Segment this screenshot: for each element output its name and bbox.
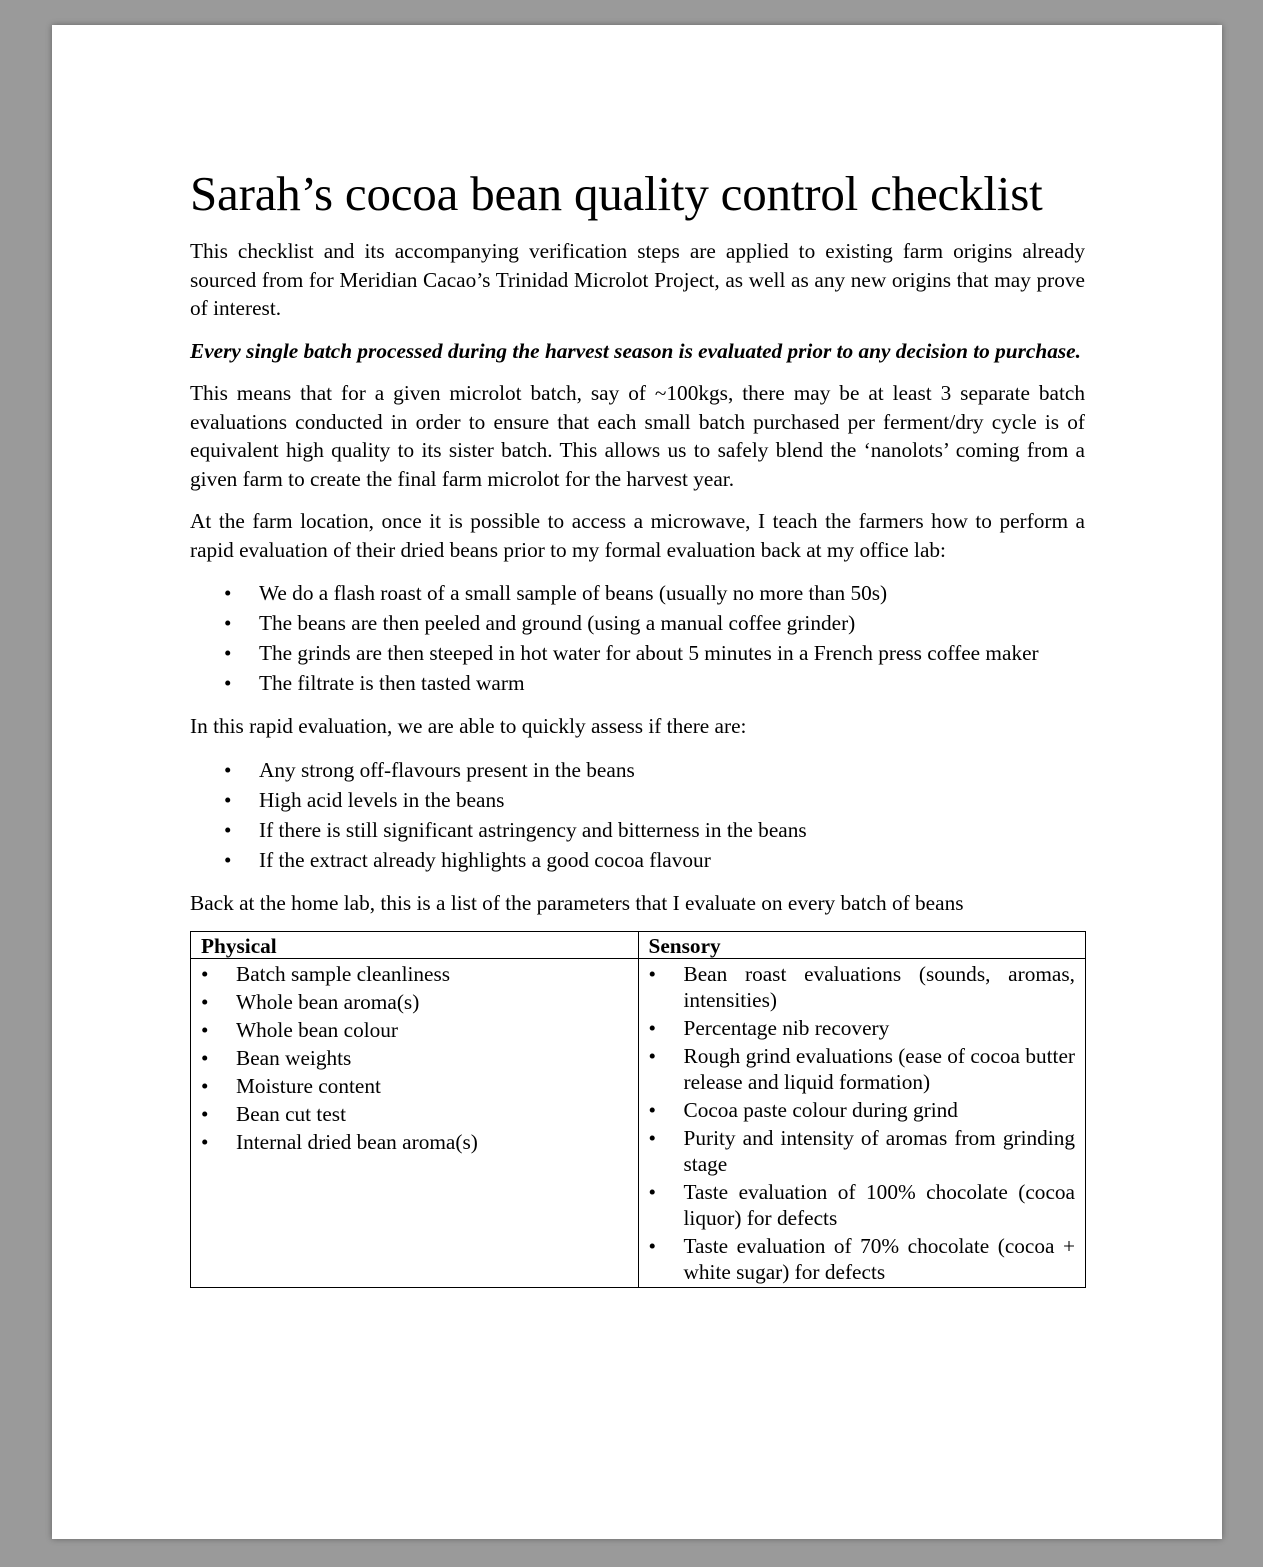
physical-cell bbox=[191, 959, 639, 1288]
list-item: • Batch sample cleanliness bbox=[201, 961, 628, 987]
list-item: • The filtrate is then tasted warm bbox=[190, 668, 1085, 698]
assess-list bbox=[190, 755, 1085, 875]
list-item: • Taste evaluation of 100% chocolate (cocoa liquor) for defects bbox=[649, 1179, 1076, 1231]
list-item: • Bean roast evaluations (sounds, aromas, intensities) bbox=[649, 961, 1076, 1013]
list-item: • The beans are then peeled and ground (using a manual coffee grinder) bbox=[190, 608, 1085, 638]
physical-header: Physical bbox=[191, 932, 639, 959]
farm-paragraph: At the farm location, once it is possible to access a microwave, I teach the farmers how to perform a rapid evaluation of their dried beans prior to my formal evaluation back at my office lab: bbox=[190, 509, 1085, 562]
table-row bbox=[191, 959, 1086, 1288]
physical-list bbox=[201, 961, 628, 1155]
batches-paragraph: This means that for a given microlot batch, say of ~100kgs, there may be at least 3 separate batch evaluations conducted in order to ensure that each small batch purchased per ferment/dry cycle is of equivalent high quality to its sister batch. This allows us to safely blend the ‘nanolots’ coming from a given farm to create the final farm microlot for the harvest year. bbox=[190, 381, 1085, 491]
list-item: • We do a flash roast of a small sample of beans (usually no more than 50s) bbox=[190, 578, 1085, 608]
list-item: • The grinds are then steeped in hot water for about 5 minutes in a French press coffee maker bbox=[190, 638, 1085, 668]
assess-paragraph: In this rapid evaluation, we are able to quickly assess if there are: bbox=[190, 714, 747, 738]
list-item: • Moisture content bbox=[201, 1073, 628, 1099]
list-item: • Whole bean aroma(s) bbox=[201, 989, 628, 1015]
list-item: • High acid levels in the beans bbox=[190, 785, 1085, 815]
document-body bbox=[190, 165, 1085, 1288]
rapid-steps-list bbox=[190, 578, 1085, 698]
list-item: • Cocoa paste colour during grind bbox=[649, 1097, 1076, 1123]
parameters-table bbox=[190, 931, 1086, 1288]
list-item: • Bean weights bbox=[201, 1045, 628, 1071]
emphasis-paragraph: Every single batch processed during the harvest season is evaluated prior to any decision to purchase. bbox=[190, 338, 1081, 363]
list-item: • Percentage nib recovery bbox=[649, 1015, 1076, 1041]
sensory-header: Sensory bbox=[638, 932, 1086, 959]
list-item: • If the extract already highlights a good cocoa flavour bbox=[190, 845, 1085, 875]
table-header-row bbox=[191, 932, 1086, 959]
sensory-list bbox=[649, 961, 1076, 1285]
list-item: • Any strong off-flavours present in the beans bbox=[190, 755, 1085, 785]
list-item: • Internal dried bean aroma(s) bbox=[201, 1129, 628, 1155]
list-item: • Taste evaluation of 70% chocolate (cocoa + white sugar) for defects bbox=[649, 1233, 1076, 1285]
intro-paragraph: This checklist and its accompanying verification steps are applied to existing farm origins already sourced from for Meridian Cacao’s Trinidad Microlot Project, as well as any new origins that may prove of interest. bbox=[190, 239, 1085, 320]
list-item: • Bean cut test bbox=[201, 1101, 628, 1127]
list-item: • Whole bean colour bbox=[201, 1017, 628, 1043]
list-item: • Rough grind evaluations (ease of cocoa butter release and liquid formation) bbox=[649, 1043, 1076, 1095]
list-item: • Purity and intensity of aromas from grinding stage bbox=[649, 1125, 1076, 1177]
lab-paragraph: Back at the home lab, this is a list of the parameters that I evaluate on every batch of beans bbox=[190, 890, 964, 915]
document-title: Sarah’s cocoa bean quality control checklist bbox=[190, 166, 1043, 221]
document-page bbox=[52, 25, 1222, 1539]
list-item: • If there is still significant astringency and bitterness in the beans bbox=[190, 815, 1085, 845]
sensory-cell bbox=[638, 959, 1086, 1288]
